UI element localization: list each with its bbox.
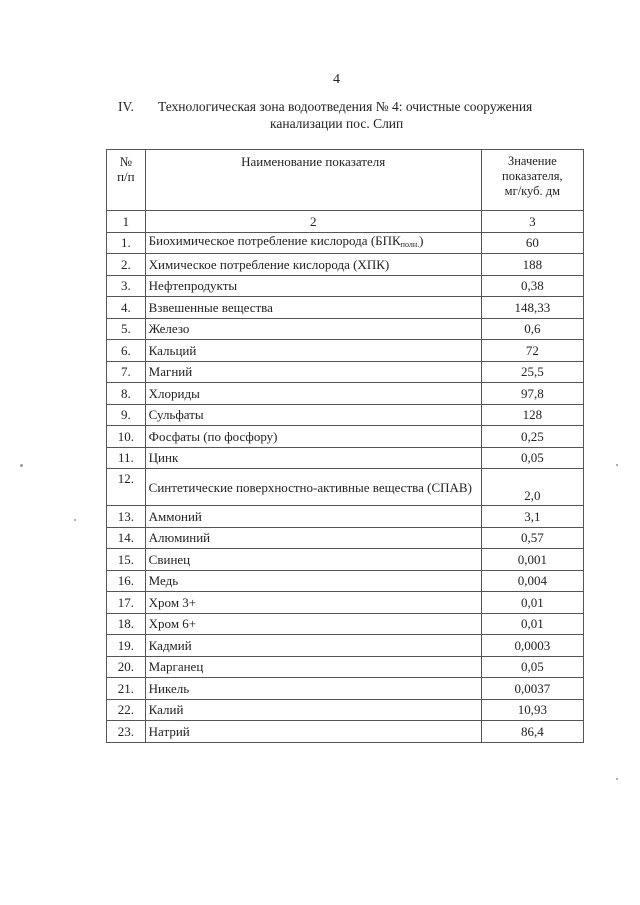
- table-row: [107, 678, 584, 700]
- row-indicator-name: [145, 232, 481, 254]
- table-row: [107, 592, 584, 614]
- row-indicator-value: 60: [481, 232, 583, 254]
- row-indicator-name: Хром 3+: [145, 592, 481, 614]
- row-indicator-value: 97,8: [481, 383, 583, 405]
- row-indicator-value: 128: [481, 404, 583, 426]
- table-row: [107, 447, 584, 469]
- row-indicator-value: 2,0: [481, 469, 583, 506]
- row-indicator-value: 10,93: [481, 699, 583, 721]
- table-row: [107, 699, 584, 721]
- indicator-name-end: ): [419, 233, 424, 249]
- row-indicator-value: 0,05: [481, 656, 583, 678]
- table-row: [107, 383, 584, 405]
- row-number: 10.: [107, 426, 146, 448]
- row-number: 21.: [107, 678, 146, 700]
- row-indicator-name: Калий: [145, 699, 481, 721]
- header-indicator-value: Значение показателя, мг/куб. дм: [481, 150, 583, 211]
- section-title-line-2: канализации пос. Слип: [270, 116, 404, 131]
- scan-speck: [74, 519, 76, 521]
- table-row: [107, 549, 584, 571]
- row-indicator-name: Цинк: [145, 447, 481, 469]
- table-row: [107, 469, 584, 506]
- row-indicator-value: 72: [481, 340, 583, 362]
- indicator-name-subscript: полн.: [400, 240, 420, 250]
- row-indicator-value: 86,4: [481, 721, 583, 743]
- row-number: 6.: [107, 340, 146, 362]
- table-row: [107, 426, 584, 448]
- row-indicator-value: 0,004: [481, 570, 583, 592]
- row-indicator-name: Натрий: [145, 721, 481, 743]
- row-indicator-value: 0,57: [481, 527, 583, 549]
- row-number: 17.: [107, 592, 146, 614]
- table-row: [107, 613, 584, 635]
- row-indicator-name: Кальций: [145, 340, 481, 362]
- row-number: 8.: [107, 383, 146, 405]
- row-indicator-value: 3,1: [481, 506, 583, 528]
- column-number-1: 1: [107, 211, 146, 233]
- table-row: [107, 635, 584, 657]
- row-indicator-value: 0,6: [481, 318, 583, 340]
- row-indicator-name: Взвешенные вещества: [145, 297, 481, 319]
- table-row: [107, 254, 584, 276]
- row-indicator-name: Химическое потребление кислорода (ХПК): [145, 254, 481, 276]
- indicators-table: [106, 149, 584, 743]
- row-indicator-name: Медь: [145, 570, 481, 592]
- row-indicator-name: Фосфаты (по фосфору): [145, 426, 481, 448]
- scan-speck: [616, 464, 618, 466]
- row-indicator-name: Синтетические поверхностно-активные вещества (СПАВ): [145, 469, 481, 506]
- page-number: 4: [333, 72, 340, 87]
- table-row: [107, 275, 584, 297]
- table-row: [107, 656, 584, 678]
- table-row: [107, 404, 584, 426]
- row-indicator-name: Хром 6+: [145, 613, 481, 635]
- table-row: [107, 527, 584, 549]
- row-indicator-value: 0,05: [481, 447, 583, 469]
- scan-speck: [616, 778, 618, 780]
- header-indicator-name: Наименование показателя: [145, 150, 481, 211]
- row-indicator-name: Магний: [145, 361, 481, 383]
- row-indicator-value: 0,0037: [481, 678, 583, 700]
- row-number: 13.: [107, 506, 146, 528]
- section-number: IV.: [118, 99, 134, 114]
- row-number: 12.: [107, 469, 146, 506]
- row-indicator-name: Свинец: [145, 549, 481, 571]
- table-header-row: [107, 150, 584, 211]
- row-number: 4.: [107, 297, 146, 319]
- row-number: 20.: [107, 656, 146, 678]
- table-row: [107, 232, 584, 254]
- row-number: 19.: [107, 635, 146, 657]
- row-number: 23.: [107, 721, 146, 743]
- row-number: 5.: [107, 318, 146, 340]
- header-number: № п/п: [107, 150, 146, 211]
- column-number-2: 2: [145, 211, 481, 233]
- row-indicator-value: 148,33: [481, 297, 583, 319]
- row-indicator-name: Кадмий: [145, 635, 481, 657]
- row-number: 3.: [107, 275, 146, 297]
- table-row: [107, 340, 584, 362]
- table-row: [107, 361, 584, 383]
- table-row: [107, 570, 584, 592]
- row-indicator-value: 188: [481, 254, 583, 276]
- column-number-row: [107, 211, 584, 233]
- row-number: 15.: [107, 549, 146, 571]
- column-number-3: 3: [481, 211, 583, 233]
- table-row: [107, 297, 584, 319]
- table-row: [107, 721, 584, 743]
- row-indicator-value: 0,01: [481, 613, 583, 635]
- row-indicator-name: Хлориды: [145, 383, 481, 405]
- row-indicator-name: Алюминий: [145, 527, 481, 549]
- row-indicator-name: Марганец: [145, 656, 481, 678]
- row-number: 22.: [107, 699, 146, 721]
- table-row: [107, 506, 584, 528]
- row-number: 7.: [107, 361, 146, 383]
- row-indicator-value: 25,5: [481, 361, 583, 383]
- row-indicator-value: 0,38: [481, 275, 583, 297]
- indicator-name-text: Биохимическое потребление кислорода (БПК: [148, 233, 401, 249]
- row-number: 9.: [107, 404, 146, 426]
- table-row: [107, 318, 584, 340]
- row-indicator-name: Железо: [145, 318, 481, 340]
- row-indicator-value: 0,001: [481, 549, 583, 571]
- row-indicator-value: 0,0003: [481, 635, 583, 657]
- row-indicator-name: Аммоний: [145, 506, 481, 528]
- section-title-line-1: Технологическая зона водоотведения № 4: очистные сооружения: [158, 99, 533, 114]
- row-number: 2.: [107, 254, 146, 276]
- row-number: 14.: [107, 527, 146, 549]
- row-indicator-name: Сульфаты: [145, 404, 481, 426]
- row-indicator-name: Никель: [145, 678, 481, 700]
- row-indicator-value: 0,25: [481, 426, 583, 448]
- row-number: 16.: [107, 570, 146, 592]
- row-number: 1.: [107, 232, 146, 254]
- row-indicator-value: 0,01: [481, 592, 583, 614]
- row-number: 18.: [107, 613, 146, 635]
- scan-speck: [20, 464, 23, 467]
- row-indicator-name: Нефтепродукты: [145, 275, 481, 297]
- row-number: 11.: [107, 447, 146, 469]
